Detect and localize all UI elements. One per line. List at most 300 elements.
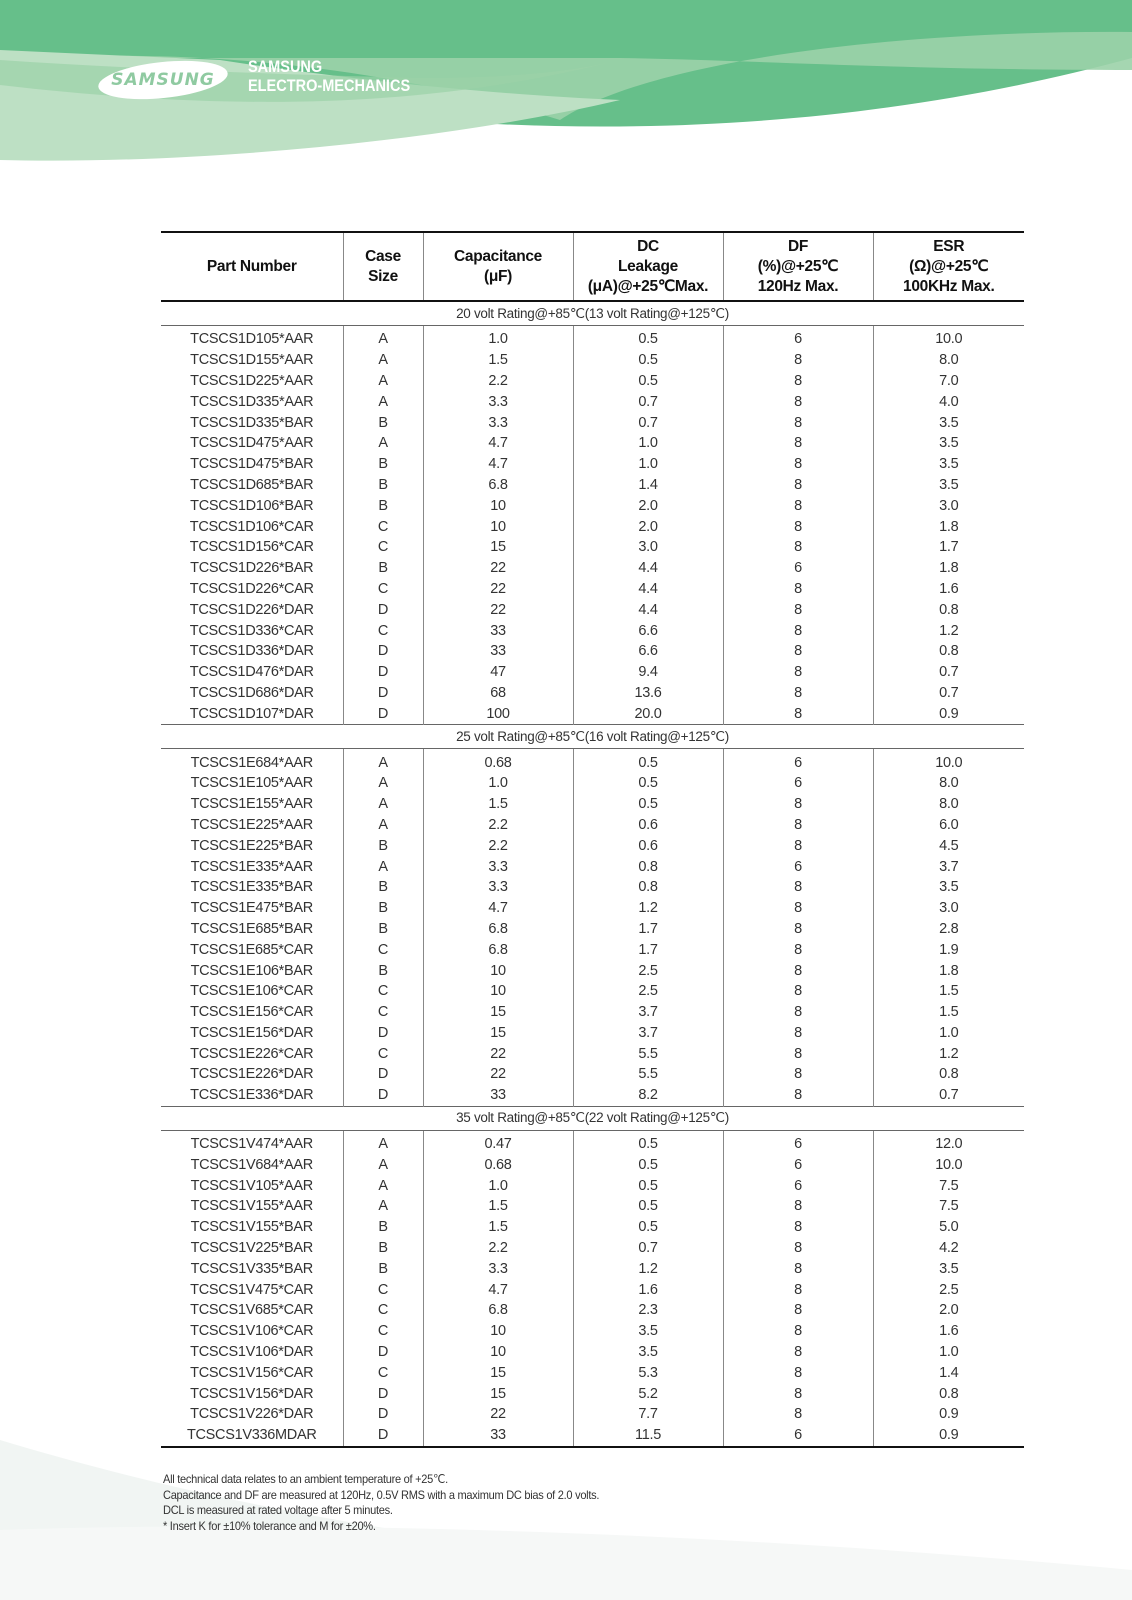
footnote-2: Capacitance and DF are measured at 120Hz, 0.5V RMS with a maximum DC bias of 2.0 volts. bbox=[163, 1487, 600, 1502]
cell-part-number: TCSCS1V475*CAR bbox=[190, 1281, 314, 1298]
cell-capacitance: 68 bbox=[423, 683, 573, 704]
table-row bbox=[161, 1154, 1024, 1175]
cell-dc-leakage: 0.5 bbox=[573, 1217, 723, 1238]
brand-name bbox=[248, 58, 410, 96]
cell-df: 6 bbox=[723, 773, 873, 794]
cell-part-number: TCSCS1E336*DAR bbox=[190, 1087, 314, 1104]
cell-esr: 7.5 bbox=[873, 1175, 1024, 1196]
table-row bbox=[161, 662, 1024, 683]
cell-esr: 1.2 bbox=[873, 620, 1024, 641]
table-row bbox=[161, 1023, 1024, 1044]
cell-part-number: TCSCS1D685*BAR bbox=[190, 476, 314, 493]
cell-part-number: TCSCS1D336*CAR bbox=[189, 622, 314, 639]
section-title: 35 volt Rating@+85℃(22 volt Rating@+125℃) bbox=[161, 1106, 1024, 1130]
cell-esr: 7.5 bbox=[873, 1196, 1024, 1217]
cell-case-size: A bbox=[343, 856, 423, 877]
table-row bbox=[161, 1383, 1024, 1404]
cell-capacitance: 15 bbox=[423, 1362, 573, 1383]
cell-capacitance: 22 bbox=[423, 1043, 573, 1064]
cell-esr: 7.0 bbox=[873, 371, 1024, 392]
cell-case-size: D bbox=[343, 662, 423, 683]
cell-dc-leakage: 3.0 bbox=[573, 537, 723, 558]
cell-part-number: TCSCS1D225*AAR bbox=[190, 372, 314, 389]
table-row bbox=[161, 1043, 1024, 1064]
cell-capacitance: 1.5 bbox=[423, 794, 573, 815]
cell-dc-leakage: 4.4 bbox=[573, 558, 723, 579]
cell-case-size: B bbox=[343, 960, 423, 981]
cell-capacitance: 10 bbox=[423, 495, 573, 516]
cell-esr: 3.5 bbox=[873, 1258, 1024, 1279]
table-row bbox=[161, 350, 1024, 371]
cell-capacitance: 4.7 bbox=[423, 433, 573, 454]
cell-part-number: TCSCS1E685*BAR bbox=[190, 920, 313, 937]
cell-case-size: C bbox=[343, 537, 423, 558]
cell-dc-leakage: 0.5 bbox=[573, 1175, 723, 1196]
table-row bbox=[161, 749, 1024, 773]
cell-part-number: TCSCS1E225*BAR bbox=[190, 837, 313, 854]
cell-capacitance: 100 bbox=[423, 703, 573, 724]
col-header-part-number bbox=[161, 232, 343, 301]
cell-df: 8 bbox=[723, 835, 873, 856]
cell-case-size: C bbox=[343, 1300, 423, 1321]
cell-case-size: B bbox=[343, 1258, 423, 1279]
cell-esr: 1.8 bbox=[873, 558, 1024, 579]
cell-case-size: C bbox=[343, 1279, 423, 1300]
cell-df: 8 bbox=[723, 475, 873, 496]
table-row bbox=[161, 939, 1024, 960]
cell-dc-leakage: 3.5 bbox=[573, 1321, 723, 1342]
cell-part-number: TCSCS1D107*DAR bbox=[189, 705, 314, 722]
cell-esr: 0.9 bbox=[873, 703, 1024, 724]
cell-capacitance: 33 bbox=[423, 641, 573, 662]
cell-dc-leakage: 20.0 bbox=[573, 703, 723, 724]
cell-case-size: B bbox=[343, 877, 423, 898]
cell-esr: 3.0 bbox=[873, 898, 1024, 919]
cell-case-size: B bbox=[343, 558, 423, 579]
cell-part-number: TCSCS1V156*CAR bbox=[190, 1364, 314, 1381]
cell-case-size: D bbox=[343, 599, 423, 620]
cell-dc-leakage: 0.5 bbox=[573, 350, 723, 371]
table-row bbox=[161, 326, 1024, 350]
table-row bbox=[161, 1321, 1024, 1342]
cell-part-number: TCSCS1E335*BAR bbox=[190, 879, 313, 896]
cell-case-size: B bbox=[343, 495, 423, 516]
cell-esr: 5.0 bbox=[873, 1217, 1024, 1238]
cell-df: 6 bbox=[723, 558, 873, 579]
table-row bbox=[161, 620, 1024, 641]
cell-dc-leakage: 0.5 bbox=[573, 326, 723, 350]
cell-part-number: TCSCS1V335*BAR bbox=[190, 1260, 313, 1277]
header-line: (μF) bbox=[483, 267, 513, 285]
cell-esr: 0.7 bbox=[873, 1085, 1024, 1106]
cell-df: 6 bbox=[723, 1425, 873, 1447]
cell-case-size: B bbox=[343, 412, 423, 433]
cell-capacitance: 2.2 bbox=[423, 371, 573, 392]
cell-capacitance: 22 bbox=[423, 558, 573, 579]
cell-df: 8 bbox=[723, 662, 873, 683]
table-row bbox=[161, 1279, 1024, 1300]
header-line: DC bbox=[637, 237, 659, 255]
table-row bbox=[161, 495, 1024, 516]
cell-part-number: TCSCS1V225*BAR bbox=[190, 1240, 313, 1257]
cell-capacitance: 6.8 bbox=[423, 939, 573, 960]
cell-df: 8 bbox=[723, 620, 873, 641]
cell-df: 8 bbox=[723, 960, 873, 981]
cell-dc-leakage: 0.8 bbox=[573, 856, 723, 877]
cell-esr: 10.0 bbox=[873, 1154, 1024, 1175]
table-row bbox=[161, 898, 1024, 919]
cell-esr: 8.0 bbox=[873, 350, 1024, 371]
header-line: DF bbox=[787, 237, 809, 255]
cell-part-number: TCSCS1D475*AAR bbox=[190, 435, 314, 452]
table-row bbox=[161, 1404, 1024, 1425]
table-row bbox=[161, 919, 1024, 940]
table-row bbox=[161, 371, 1024, 392]
cell-df: 8 bbox=[723, 1023, 873, 1044]
table-row bbox=[161, 815, 1024, 836]
cell-df: 6 bbox=[723, 1175, 873, 1196]
cell-part-number: TCSCS1D105*AAR bbox=[190, 331, 314, 348]
cell-esr: 3.7 bbox=[873, 856, 1024, 877]
cell-part-number: TCSCS1E225*AAR bbox=[190, 816, 313, 833]
cell-dc-leakage: 3.7 bbox=[573, 1002, 723, 1023]
cell-esr: 0.8 bbox=[873, 641, 1024, 662]
cell-esr: 3.5 bbox=[873, 433, 1024, 454]
cell-case-size: D bbox=[343, 683, 423, 704]
cell-part-number: TCSCS1D476*DAR bbox=[189, 664, 314, 681]
cell-case-size: A bbox=[343, 1196, 423, 1217]
cell-dc-leakage: 2.5 bbox=[573, 981, 723, 1002]
table-row bbox=[161, 599, 1024, 620]
cell-capacitance: 15 bbox=[423, 1002, 573, 1023]
header-line: Case bbox=[365, 247, 401, 265]
cell-esr: 1.8 bbox=[873, 516, 1024, 537]
cell-case-size: C bbox=[343, 981, 423, 1002]
cell-part-number: TCSCS1D226*DAR bbox=[189, 601, 314, 618]
cell-capacitance: 3.3 bbox=[423, 856, 573, 877]
cell-df: 8 bbox=[723, 1064, 873, 1085]
cell-part-number: TCSCS1V226*DAR bbox=[190, 1406, 314, 1423]
brand-line-2: ELECTRO-MECHANICS bbox=[248, 77, 411, 95]
footnote-4: * Insert K for ±10% tolerance and M for ±20%. bbox=[163, 1518, 376, 1533]
cell-df: 8 bbox=[723, 371, 873, 392]
cell-case-size: D bbox=[343, 641, 423, 662]
cell-esr: 3.0 bbox=[873, 495, 1024, 516]
cell-case-size: A bbox=[343, 1154, 423, 1175]
cell-capacitance: 2.2 bbox=[423, 1238, 573, 1259]
cell-df: 8 bbox=[723, 537, 873, 558]
cell-df: 8 bbox=[723, 1279, 873, 1300]
cell-part-number: TCSCS1D686*DAR bbox=[189, 684, 314, 701]
cell-capacitance: 6.8 bbox=[423, 475, 573, 496]
cell-dc-leakage: 0.5 bbox=[573, 773, 723, 794]
cell-case-size: C bbox=[343, 620, 423, 641]
cell-part-number: TCSCS1D106*BAR bbox=[190, 497, 314, 514]
section-20v bbox=[161, 301, 1024, 725]
cell-case-size: B bbox=[343, 1238, 423, 1259]
cell-case-size: C bbox=[343, 1043, 423, 1064]
cell-case-size: C bbox=[343, 1362, 423, 1383]
cell-df: 8 bbox=[723, 454, 873, 475]
table-row bbox=[161, 1130, 1024, 1154]
table-row bbox=[161, 1196, 1024, 1217]
cell-capacitance: 15 bbox=[423, 537, 573, 558]
cell-case-size: B bbox=[343, 919, 423, 940]
cell-capacitance: 33 bbox=[423, 1085, 573, 1106]
cell-df: 8 bbox=[723, 1085, 873, 1106]
cell-df: 8 bbox=[723, 391, 873, 412]
cell-df: 8 bbox=[723, 919, 873, 940]
cell-dc-leakage: 0.6 bbox=[573, 815, 723, 836]
table-row bbox=[161, 1425, 1024, 1447]
cell-esr: 8.0 bbox=[873, 773, 1024, 794]
cell-dc-leakage: 1.6 bbox=[573, 1279, 723, 1300]
cell-part-number: TCSCS1D106*CAR bbox=[189, 518, 314, 535]
cell-df: 8 bbox=[723, 1383, 873, 1404]
header-line: Capacitance bbox=[453, 247, 543, 265]
cell-dc-leakage: 1.4 bbox=[573, 475, 723, 496]
cell-part-number: TCSCS1E156*CAR bbox=[190, 1004, 314, 1021]
cell-case-size: D bbox=[343, 1383, 423, 1404]
cell-dc-leakage: 0.6 bbox=[573, 835, 723, 856]
cell-esr: 1.5 bbox=[873, 1002, 1024, 1023]
cell-part-number: TCSCS1V336MDAR bbox=[161, 1425, 343, 1447]
cell-esr: 10.0 bbox=[873, 326, 1024, 350]
cell-df: 8 bbox=[723, 703, 873, 724]
cell-esr: 3.5 bbox=[873, 412, 1024, 433]
header-line: 100KHz Max. bbox=[903, 277, 995, 295]
cell-df: 8 bbox=[723, 794, 873, 815]
cell-dc-leakage: 0.5 bbox=[573, 1196, 723, 1217]
cell-capacitance: 1.5 bbox=[423, 1217, 573, 1238]
cell-df: 8 bbox=[723, 495, 873, 516]
cell-case-size: A bbox=[343, 371, 423, 392]
section-header-row bbox=[161, 1106, 1024, 1130]
cell-df: 8 bbox=[723, 1404, 873, 1425]
cell-capacitance: 10 bbox=[423, 1321, 573, 1342]
cell-df: 8 bbox=[723, 641, 873, 662]
table-row bbox=[161, 391, 1024, 412]
cell-case-size: A bbox=[343, 391, 423, 412]
cell-esr: 4.2 bbox=[873, 1238, 1024, 1259]
cell-part-number: TCSCS1D155*AAR bbox=[190, 352, 314, 369]
cell-esr: 1.4 bbox=[873, 1362, 1024, 1383]
cell-part-number: TCSCS1E226*DAR bbox=[190, 1066, 314, 1083]
cell-df: 8 bbox=[723, 1217, 873, 1238]
cell-case-size: A bbox=[343, 350, 423, 371]
cell-dc-leakage: 1.2 bbox=[573, 898, 723, 919]
cell-dc-leakage: 1.2 bbox=[573, 1258, 723, 1279]
cell-capacitance: 1.0 bbox=[423, 773, 573, 794]
cell-capacitance: 15 bbox=[423, 1023, 573, 1044]
cell-df: 8 bbox=[723, 1321, 873, 1342]
cell-part-number: TCSCS1D336*DAR bbox=[189, 643, 314, 660]
cell-capacitance: 3.3 bbox=[423, 1258, 573, 1279]
cell-dc-leakage: 1.7 bbox=[573, 939, 723, 960]
cell-part-number: TCSCS1E335*AAR bbox=[190, 858, 313, 875]
cell-esr: 1.2 bbox=[873, 1043, 1024, 1064]
cell-esr: 6.0 bbox=[873, 815, 1024, 836]
table-row bbox=[161, 794, 1024, 815]
col-header-dc-leakage bbox=[573, 232, 723, 301]
cell-df: 8 bbox=[723, 1362, 873, 1383]
cell-case-size: A bbox=[343, 773, 423, 794]
cell-esr: 2.5 bbox=[873, 1279, 1024, 1300]
cell-df: 6 bbox=[723, 1130, 873, 1154]
cell-capacitance: 4.7 bbox=[423, 898, 573, 919]
table-row bbox=[161, 877, 1024, 898]
cell-capacitance: 10 bbox=[423, 981, 573, 1002]
cell-case-size: A bbox=[343, 1130, 423, 1154]
table-row bbox=[161, 981, 1024, 1002]
cell-case-size: A bbox=[343, 815, 423, 836]
cell-case-size: C bbox=[343, 1002, 423, 1023]
capacitor-spec-table bbox=[161, 231, 1024, 1448]
table-row bbox=[161, 1362, 1024, 1383]
cell-part-number: TCSCS1V684*AAR bbox=[190, 1156, 313, 1173]
cell-case-size: C bbox=[343, 1321, 423, 1342]
cell-part-number: TCSCS1D335*BAR bbox=[190, 414, 314, 431]
cell-capacitance: 0.68 bbox=[423, 749, 573, 773]
cell-case-size: A bbox=[343, 1175, 423, 1196]
cell-case-size: C bbox=[343, 939, 423, 960]
cell-dc-leakage: 7.7 bbox=[573, 1404, 723, 1425]
cell-df: 8 bbox=[723, 815, 873, 836]
cell-esr: 3.5 bbox=[873, 475, 1024, 496]
cell-capacitance: 22 bbox=[423, 599, 573, 620]
cell-dc-leakage: 2.5 bbox=[573, 960, 723, 981]
cell-capacitance: 15 bbox=[423, 1383, 573, 1404]
table-row bbox=[161, 516, 1024, 537]
cell-case-size: D bbox=[343, 1064, 423, 1085]
table-row bbox=[161, 1175, 1024, 1196]
table-row bbox=[161, 773, 1024, 794]
cell-case-size: D bbox=[343, 1023, 423, 1044]
cell-part-number: TCSCS1D226*CAR bbox=[189, 580, 314, 597]
cell-case-size: B bbox=[343, 1217, 423, 1238]
cell-dc-leakage: 0.5 bbox=[573, 1154, 723, 1175]
cell-esr: 3.5 bbox=[873, 877, 1024, 898]
cell-capacitance: 3.3 bbox=[423, 877, 573, 898]
cell-df: 8 bbox=[723, 516, 873, 537]
footnote-1: All technical data relates to an ambient temperature of +25℃. bbox=[163, 1472, 448, 1486]
cell-part-number: TCSCS1V155*AAR bbox=[190, 1198, 313, 1215]
table-row bbox=[161, 1342, 1024, 1363]
cell-df: 8 bbox=[723, 412, 873, 433]
table-row bbox=[161, 454, 1024, 475]
col-header-df bbox=[723, 232, 873, 301]
table-row bbox=[161, 475, 1024, 496]
cell-part-number: TCSCS1V156*DAR bbox=[190, 1385, 314, 1402]
cell-part-number: TCSCS1D475*BAR bbox=[190, 456, 314, 473]
cell-dc-leakage: 3.7 bbox=[573, 1023, 723, 1044]
cell-part-number: TCSCS1E685*CAR bbox=[190, 941, 314, 958]
cell-df: 8 bbox=[723, 939, 873, 960]
cell-capacitance: 4.7 bbox=[423, 454, 573, 475]
cell-capacitance: 1.0 bbox=[423, 1175, 573, 1196]
cell-case-size: A bbox=[343, 326, 423, 350]
cell-capacitance: 3.3 bbox=[423, 391, 573, 412]
samsung-logo-text: SAMSUNG bbox=[111, 70, 215, 90]
cell-case-size: D bbox=[343, 703, 423, 724]
cell-part-number: TCSCS1D335*AAR bbox=[190, 393, 314, 410]
cell-case-size: B bbox=[343, 475, 423, 496]
cell-capacitance: 10 bbox=[423, 516, 573, 537]
table-row bbox=[161, 412, 1024, 433]
cell-dc-leakage: 8.2 bbox=[573, 1085, 723, 1106]
cell-capacitance: 2.2 bbox=[423, 815, 573, 836]
footnote-3: DCL is measured at rated voltage after 5 minutes. bbox=[163, 1503, 393, 1517]
cell-case-size: B bbox=[343, 835, 423, 856]
cell-case-size: D bbox=[343, 1425, 423, 1447]
cell-capacitance: 1.5 bbox=[423, 1196, 573, 1217]
cell-esr: 4.5 bbox=[873, 835, 1024, 856]
cell-df: 8 bbox=[723, 1300, 873, 1321]
cell-df: 8 bbox=[723, 1043, 873, 1064]
cell-df: 8 bbox=[723, 981, 873, 1002]
table-row bbox=[161, 1064, 1024, 1085]
cell-df: 6 bbox=[723, 1154, 873, 1175]
cell-esr: 0.8 bbox=[873, 1064, 1024, 1085]
cell-df: 6 bbox=[723, 326, 873, 350]
cell-part-number: TCSCS1E156*DAR bbox=[190, 1024, 314, 1041]
cell-dc-leakage: 0.7 bbox=[573, 1238, 723, 1259]
cell-esr: 1.7 bbox=[873, 537, 1024, 558]
cell-dc-leakage: 0.5 bbox=[573, 749, 723, 773]
cell-dc-leakage: 13.6 bbox=[573, 683, 723, 704]
cell-capacitance: 47 bbox=[423, 662, 573, 683]
header-line: (μA)@+25℃Max. bbox=[587, 277, 709, 295]
cell-esr: 8.0 bbox=[873, 794, 1024, 815]
cell-case-size: A bbox=[343, 749, 423, 773]
cell-case-size: D bbox=[343, 1342, 423, 1363]
cell-dc-leakage: 0.5 bbox=[573, 794, 723, 815]
cell-capacitance: 10 bbox=[423, 960, 573, 981]
cell-part-number: TCSCS1E475*BAR bbox=[190, 900, 313, 917]
cell-capacitance: 0.47 bbox=[423, 1130, 573, 1154]
cell-part-number: TCSCS1E155*AAR bbox=[190, 796, 313, 813]
cell-esr: 0.9 bbox=[873, 1425, 1024, 1447]
cell-df: 8 bbox=[723, 898, 873, 919]
cell-esr: 1.6 bbox=[873, 1321, 1024, 1342]
cell-dc-leakage: 4.4 bbox=[573, 599, 723, 620]
cell-part-number: TCSCS1V106*CAR bbox=[190, 1323, 314, 1340]
cell-capacitance: 1.5 bbox=[423, 350, 573, 371]
cell-esr: 0.9 bbox=[873, 1404, 1024, 1425]
cell-dc-leakage: 2.0 bbox=[573, 495, 723, 516]
capacitor-spec-table-container bbox=[161, 231, 1024, 1448]
cell-dc-leakage: 6.6 bbox=[573, 641, 723, 662]
cell-dc-leakage: 4.4 bbox=[573, 579, 723, 600]
cell-esr: 3.5 bbox=[873, 454, 1024, 475]
cell-part-number: TCSCS1D226*BAR bbox=[190, 560, 314, 577]
cell-case-size: B bbox=[343, 898, 423, 919]
cell-part-number: TCSCS1D156*CAR bbox=[189, 539, 314, 556]
cell-part-number: TCSCS1E226*CAR bbox=[190, 1045, 314, 1062]
cell-case-size: D bbox=[343, 1085, 423, 1106]
cell-df: 6 bbox=[723, 749, 873, 773]
header-line: Size bbox=[368, 267, 398, 285]
table-row bbox=[161, 1002, 1024, 1023]
cell-capacitance: 6.8 bbox=[423, 919, 573, 940]
cell-dc-leakage: 1.0 bbox=[573, 433, 723, 454]
cell-esr: 1.0 bbox=[873, 1342, 1024, 1363]
cell-capacitance: 33 bbox=[423, 1425, 573, 1447]
col-header-case-size bbox=[343, 232, 423, 301]
cell-esr: 0.8 bbox=[873, 1383, 1024, 1404]
cell-dc-leakage: 0.7 bbox=[573, 391, 723, 412]
table-row bbox=[161, 1300, 1024, 1321]
